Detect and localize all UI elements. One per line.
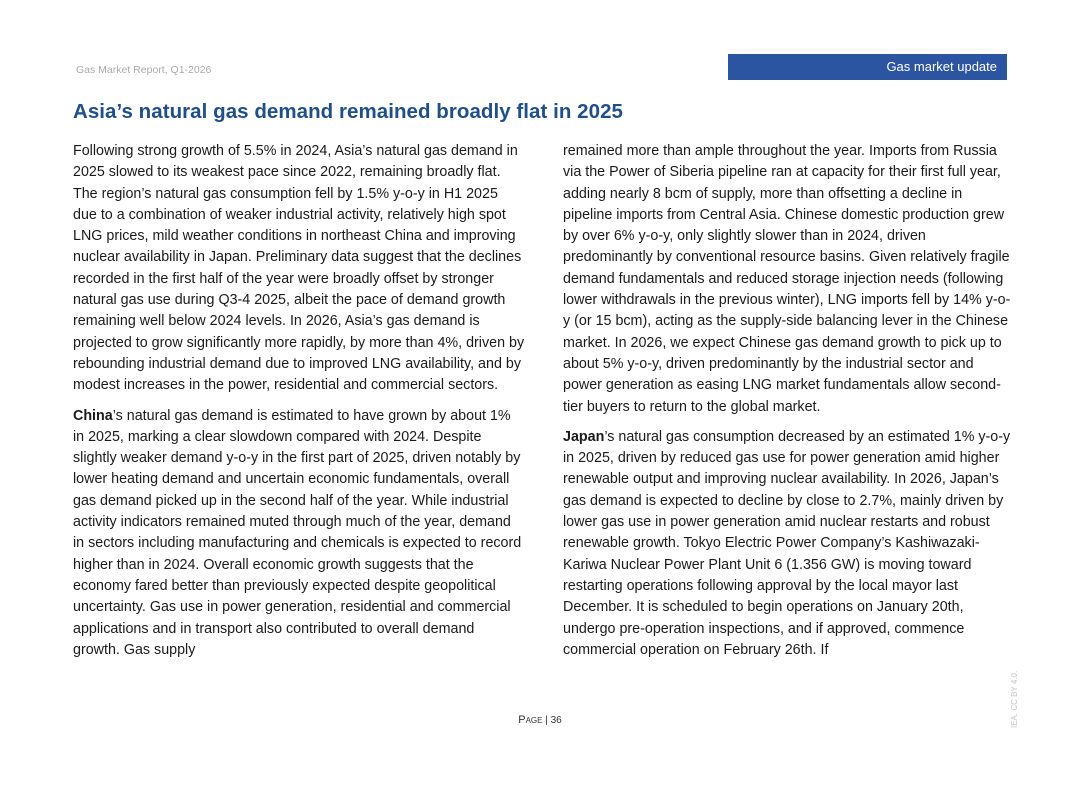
right-column xyxy=(563,141,1015,670)
page-number: 36 xyxy=(550,715,562,726)
paragraph-asia-overview: Following strong growth of 5.5% in 2024, Asia’s natural gas demand in 2025 slowed to its weakest pace since 2022, remaining broadly flat. The region’s natural gas consumption fell by 1.5% y-o-y in H1 2025 due to a combination of weaker industrial activity, relatively high spot LNG prices, mild weather conditions in northeast China and improving nuclear availability in Japan. Preliminary data suggest that the declines recorded in the first half of the year were broadly offset by stronger natural gas use during Q3-4 2025, albeit the pace of demand growth remaining well below 2024 levels. In 2026, Asia’s gas demand is projected to grow significantly more rapidly, by more than 4%, driven by rebounding industrial demand due to improved LNG availability, and by modest increases in the power, residential and commercial sectors. xyxy=(73,143,525,394)
section-label: Gas market update xyxy=(886,59,997,74)
report-name: Gas Market Report, Q1-2026 xyxy=(76,64,212,76)
page-title: Asia’s natural gas demand remained broadly flat in 2025 xyxy=(73,100,623,123)
paragraph-china-supply: remained more than ample throughout the year. Imports from Russia via the Power of Siberia pipeline ran at capacity for their first full year, adding nearly 8 bcm of supply, more than offsetting a decline in pipeline imports from Central Asia. Chinese domestic production grew by over 6% y-o-y, only slightly slower than in 2024, driven predominantly by conventional resource basins. Given relatively fragile demand fundamentals and reduced storage injection needs (following lower withdrawals in the previous winter), LNG imports fell by 14% y-o-y (or 15 bcm), acting as the supply-side balancing lever in the Chinese market. In 2026, we expect Chinese gas demand growth to pick up to about 5% y-o-y, driven predominantly by the industrial sector and power generation as easing LNG market fundamentals allow second-tier buyers to return to the global market. xyxy=(563,143,1011,415)
page-separator: | xyxy=(542,715,551,726)
china-lead: China xyxy=(73,407,113,424)
japan-text: ’s natural gas consumption decreased by an estimated 1% y-o-y in 2025, driven by reduced gas use for power generation amid higher renewable output and improving nuclear availability. In 2026, Japan’s gas demand is expected to decline by close to 2.7%, mainly driven by lower gas use in power generation amid nuclear restarts and robust renewable growth. Tokyo Electric Power Company’s Kashiwazaki-Kariwa Nuclear Power Plant Unit 6 (1.356 GW) is moving toward restarting operations following approval by the local mayor last December. It is scheduled to begin operations on January 20th, undergo pre-operation inspections, and if approved, commence commercial operation on February 26th. If xyxy=(563,428,1011,658)
page-label: Page xyxy=(518,714,543,726)
left-column xyxy=(73,141,525,670)
license-text: IEA. CC BY 4.0. xyxy=(1010,670,1019,728)
paragraph-china xyxy=(73,406,525,662)
japan-lead: Japan xyxy=(563,428,605,445)
china-text: ’s natural gas demand is estimated to have grown by about 1% in 2025, marking a clear slowdown compared with 2024. Despite slightly weaker demand y-o-y in the first part of 2025, driven notably by lower heating demand and uncertain economic fundamentals, overall gas demand picked up in the second half of the year. While industrial activity indicators remained muted through much of the year, demand in sectors including manufacturing and chemicals is expected to record higher than in 2024. Overall economic growth suggests that the economy fared better than previously expected despite geopolitical uncertainty. Gas use in power generation, residential and commercial applications and in transport also contributed to overall demand growth. Gas supply xyxy=(73,407,522,658)
section-label-bar xyxy=(728,54,1007,80)
license-container xyxy=(1010,670,1020,788)
paragraph-japan xyxy=(563,427,1015,661)
page-footer xyxy=(0,714,1080,726)
